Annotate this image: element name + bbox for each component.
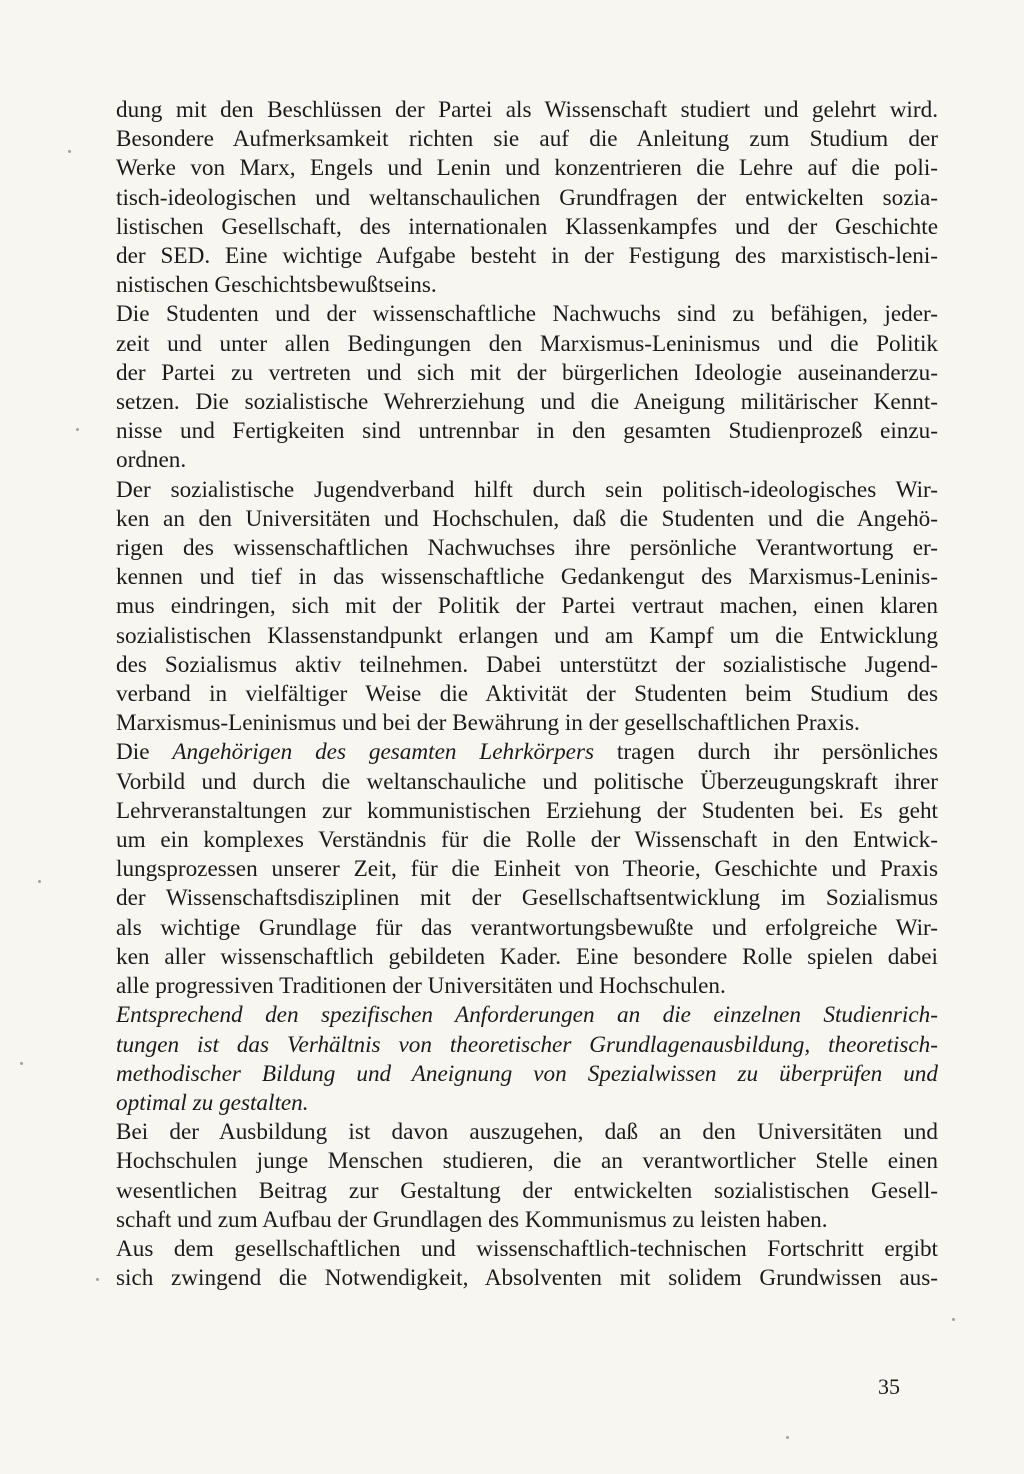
emphasized-text: Angehörigen des gesamten Lehrkörpers xyxy=(172,739,594,766)
text-line: Der sozialistische Jugendverband hilft durch sein politisch-ideologisches Wir- xyxy=(116,476,938,503)
text-line: nistischen Geschichtsbewußtseins. xyxy=(116,272,437,299)
text-line: ordnen. xyxy=(116,447,187,474)
scan-speck xyxy=(96,1278,99,1281)
text-line: setzen. Die sozialistische Wehrerziehung und die Aneigung militärischer Kennt- xyxy=(116,389,938,416)
text-line: Lehrveranstaltungen zur kommunistischen Erziehung der Studenten bei. Es geht xyxy=(116,797,938,824)
text-line: Marxismus-Leninismus und bei der Bewährung in der gesellschaftlichen Praxis. xyxy=(116,710,860,737)
scan-speck xyxy=(786,1436,789,1439)
scan-speck xyxy=(38,880,41,883)
text-line: nisse und Fertigkeiten sind untrennbar in den gesamten Studienprozeß einzu- xyxy=(116,418,938,445)
text-line: Die Studenten und der wissenschaftliche Nachwuchs sind zu befähigen, jeder- xyxy=(116,301,938,328)
text-line: Vorbild und durch die weltanschauliche und politische Überzeugungskraft ihrer xyxy=(116,768,938,795)
text-line: dung mit den Beschlüssen der Partei als Wissenschaft studiert und gelehrt wird. xyxy=(116,97,938,123)
text-line: der Partei zu vertreten und sich mit der bürgerlichen Ideologie auseinanderzu- xyxy=(116,359,938,386)
text-line: optimal zu gestalten. xyxy=(116,1089,309,1116)
scan-speck xyxy=(952,1318,955,1321)
scan-speck xyxy=(76,428,79,431)
text-line: mus eindringen, sich mit der Politik der Partei vertraut machen, einen klaren xyxy=(116,593,938,620)
text-line: der SED. Eine wichtige Aufgabe besteht in der Festigung des marxistisch-leni- xyxy=(116,243,938,270)
text-line xyxy=(116,738,938,767)
text-line: kennen und tief in das wissenschaftliche Gedankengut des Marxismus-Leninis- xyxy=(116,564,938,591)
text-line: sozialistischen Klassenstandpunkt erlangen und am Kampf um die Entwicklung xyxy=(116,622,938,649)
text-line: der Wissenschaftsdisziplinen mit der Gesellschaftsentwicklung im Sozialismus xyxy=(116,885,938,912)
text-run: Die xyxy=(116,739,173,766)
text-line: als wichtige Grundlage für das verantwortungsbewußte und erfolgreiche Wir- xyxy=(116,914,938,941)
text-line: Besondere Aufmerksamkeit richten sie auf die Anleitung zum Studium der xyxy=(116,126,938,153)
text-line: methodischer Bildung und Aneignung von Spezialwissen zu überprüfen und xyxy=(116,1060,938,1087)
text-line: des Sozialismus aktiv teilnehmen. Dabei unterstützt der sozialistische Jugend- xyxy=(116,651,938,678)
text-line: Entsprechend den spezifischen Anforderungen an die einzelnen Studienrich- xyxy=(116,1002,938,1029)
text-line: rigen des wissenschaftlichen Nachwuchses ihre persönliche Verantwortung er- xyxy=(116,535,938,562)
body-text xyxy=(116,96,938,1293)
text-line: wesentlichen Beitrag zur Gestaltung der entwickelten sozialistischen Gesell- xyxy=(116,1177,938,1204)
text-line: tisch-ideologischen und weltanschaulichen Grundfragen der entwickelten sozia- xyxy=(116,184,938,211)
text-line: sich zwingend die Notwendigkeit, Absolventen mit solidem Grundwissen aus- xyxy=(116,1265,938,1292)
text-line: verband in vielfältiger Weise die Aktivität der Studenten beim Studium des xyxy=(116,681,938,708)
text-line: Hochschulen junge Menschen studieren, die an verantwortlicher Stelle einen xyxy=(116,1148,938,1175)
text-line: tungen ist das Verhältnis von theoretischer Grundlagenausbildung, theoretisch- xyxy=(116,1031,938,1058)
text-line: alle progressiven Traditionen der Universitäten und Hochschulen. xyxy=(116,973,726,1000)
text-line: um ein komplexes Verständnis für die Rolle der Wissenschaft in den Entwick- xyxy=(116,827,938,854)
text-line: lungsprozessen unserer Zeit, für die Einheit von Theorie, Geschichte und Praxis xyxy=(116,856,938,883)
text-line: Werke von Marx, Engels und Lenin und konzentrieren die Lehre auf die poli- xyxy=(116,155,938,182)
text-line: Bei der Ausbildung ist davon auszugehen, daß an den Universitäten und xyxy=(116,1119,938,1146)
page-number: 35 xyxy=(878,1374,900,1399)
text-line: ken an den Universitäten und Hochschulen, daß die Studenten und die Angehö- xyxy=(116,505,938,532)
text-line: schaft und zum Aufbau der Grundlagen des Kommunismus zu leisten haben. xyxy=(116,1206,828,1233)
text-line: ken aller wissenschaftlich gebildeten Kader. Eine besondere Rolle spielen dabei xyxy=(116,943,938,970)
scan-speck xyxy=(68,150,71,153)
text-line: zeit und unter allen Bedingungen den Marxismus-Leninismus und die Politik xyxy=(116,330,938,357)
text-run: tragen durch ihr persönliches xyxy=(594,739,938,766)
text-line: listischen Gesellschaft, des internationalen Klassenkampfes und der Geschichte xyxy=(116,213,938,240)
scan-speck xyxy=(20,1062,23,1065)
text-line: Aus dem gesellschaftlichen und wissenschaftlich-technischen Fortschritt ergibt xyxy=(116,1235,938,1262)
